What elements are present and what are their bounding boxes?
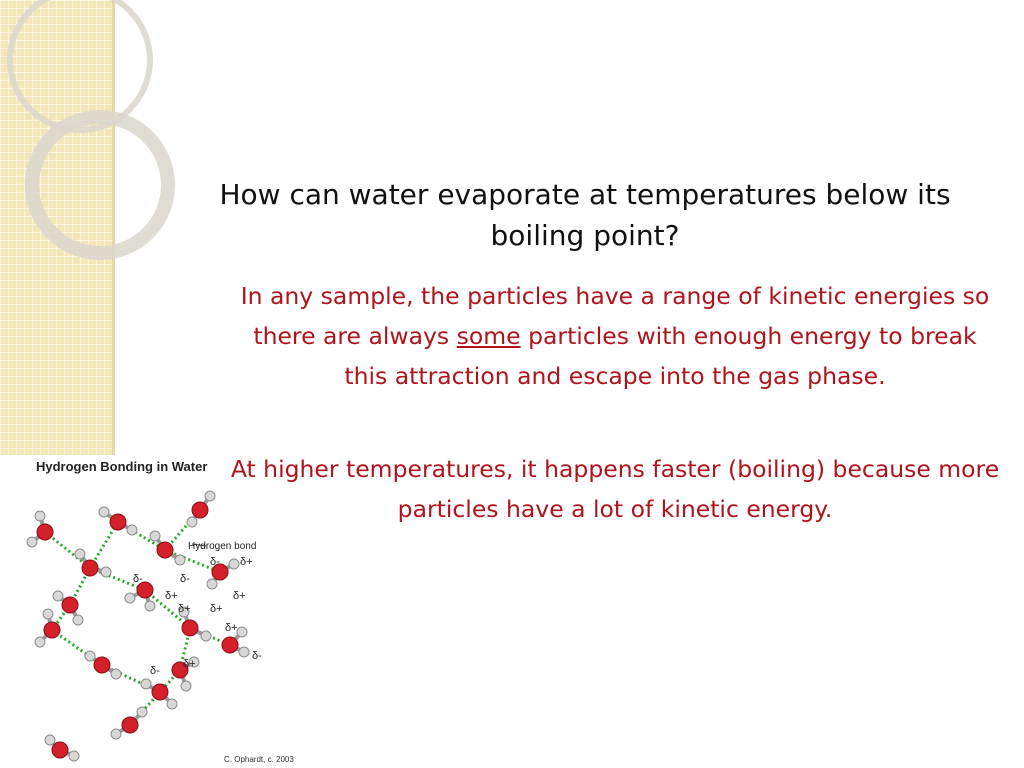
delta-plus-label: δ+ (225, 622, 238, 634)
answer-paragraph-2: At higher temperatures, it happens faster (boiling) because more particles have a lot of kinetic energy. (230, 455, 1000, 523)
delta-plus-label: δ+ (210, 603, 223, 615)
diagram-title: Hydrogen Bonding in Water (36, 459, 208, 474)
diagram-credit: C. Ophardt, c. 2003 (224, 755, 294, 764)
delta-minus-label: δ- (133, 573, 143, 585)
answer-1-underlined-word: some (456, 322, 521, 350)
delta-minus-label: δ- (150, 665, 160, 677)
delta-minus-label: δ- (210, 556, 220, 568)
slide-question: How can water evaporate at temperatures below its boiling point? (219, 178, 951, 252)
answer-1-text-before: In any sample, the particles have a range of kinetic energies so there are always (240, 282, 990, 350)
delta-plus-label: δ+ (178, 603, 191, 615)
delta-plus-label: δ+ (183, 658, 196, 670)
delta-plus-label: δ+ (165, 590, 178, 602)
delta-minus-label: δ- (180, 573, 190, 585)
answer-paragraph-1 (240, 276, 990, 396)
hydrogen-bond-label: Hydrogen bond (188, 541, 257, 552)
delta-plus-label: δ+ (240, 556, 253, 568)
delta-plus-label: δ+ (233, 590, 246, 602)
answer-1-text-after: particles with enough energy to break this attraction and escape into the gas phase. (344, 322, 977, 390)
delta-minus-label: δ- (252, 650, 262, 662)
hydrogen-bonding-diagram (20, 450, 310, 768)
